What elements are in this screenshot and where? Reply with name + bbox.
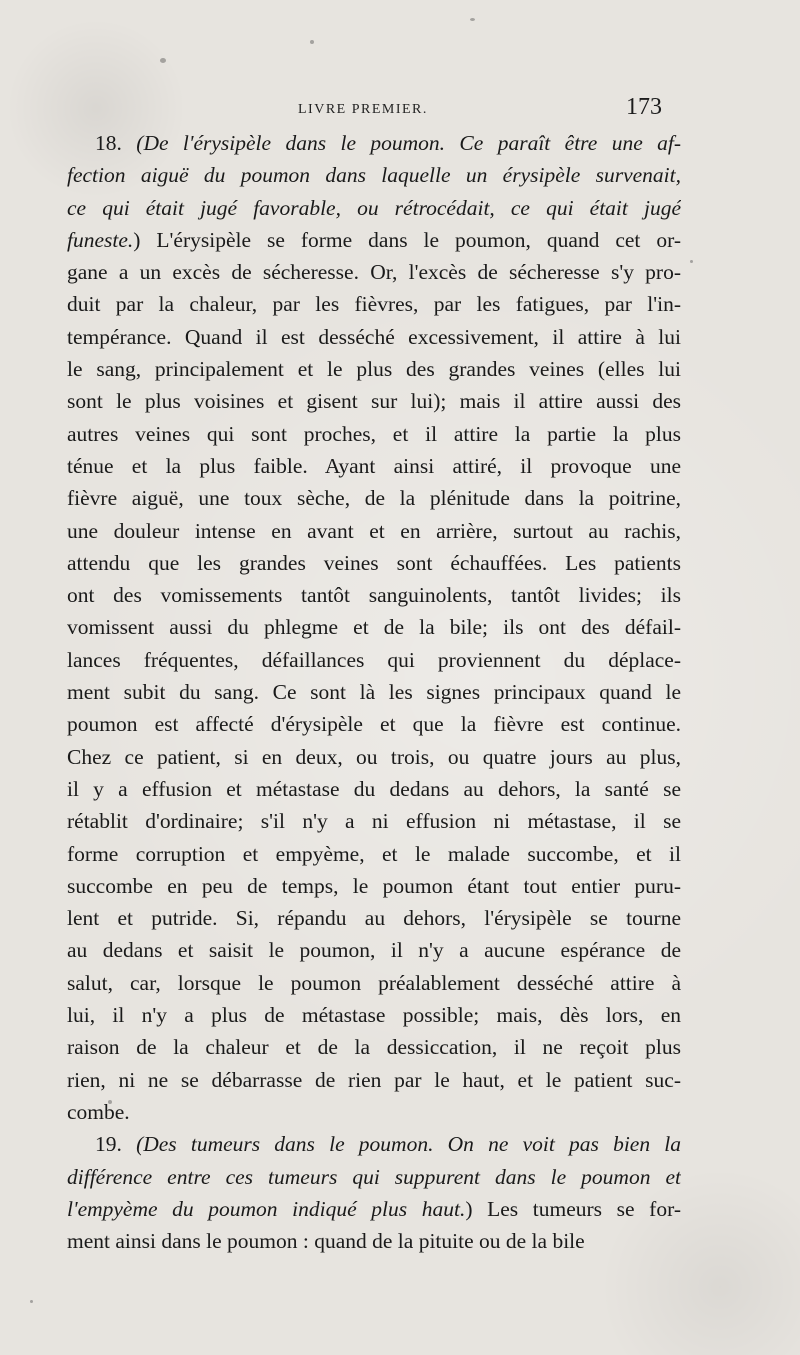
text-line: [67, 127, 681, 159]
text-segment: salut, car, lorsque le poumon préalablement desséché attire à: [67, 970, 681, 995]
text-line: [67, 418, 681, 450]
text-segment: combe.: [67, 1099, 130, 1124]
paper-speck: [310, 40, 314, 44]
page-number: 173: [626, 94, 662, 120]
italic-segment: l'empyème du poumon indiqué plus haut.: [67, 1196, 466, 1221]
text-segment: lent et putride. Si, répandu au dehors, l'érysipèle se tourne: [67, 906, 681, 931]
text-line: [67, 159, 681, 191]
text-segment: gane a un excès de sécheresse. Or, l'excès de sécheresse s'y pro-: [67, 260, 681, 285]
text-line: [67, 515, 681, 547]
text-line: [67, 1161, 681, 1193]
text-segment: 18.: [95, 131, 137, 155]
text-line: [67, 611, 681, 643]
text-segment: ) Les tumeurs se for-: [465, 1196, 681, 1221]
text-line: [67, 1193, 681, 1225]
text-line: [67, 224, 681, 256]
italic-segment: différence entre ces tumeurs qui suppurent dans le poumon et: [67, 1164, 681, 1189]
text-segment: forme corruption et empyème, et le malade succombe, et il: [67, 841, 681, 866]
text-line: [67, 676, 681, 708]
text-segment: tempérance. Quand il est desséché excessivement, il attire à lui: [67, 324, 681, 349]
text-segment: attendu que les grandes veines sont échauffées. Les patients: [67, 550, 681, 575]
text-line: [67, 579, 681, 611]
text-line: [67, 256, 681, 288]
text-line: [67, 1064, 681, 1096]
text-line: [67, 192, 681, 224]
text-segment: rétablit d'ordinaire; s'il n'y a ni effusion ni métastase, il se: [67, 809, 681, 834]
body-text: [67, 127, 681, 1257]
text-segment: fièvre aiguë, une toux sèche, de la plénitude dans la poitrine,: [67, 486, 681, 511]
text-line: [67, 870, 681, 902]
text-line: [67, 708, 681, 740]
text-line: [67, 385, 681, 417]
italic-segment: funeste.: [67, 227, 134, 252]
text-segment: lances fréquentes, défaillances qui proviennent du déplace-: [67, 647, 681, 672]
text-segment: ment ainsi dans le poumon : quand de la pituite ou de la bile: [67, 1229, 585, 1254]
text-line: [67, 353, 681, 385]
text-segment: ment subit du sang. Ce sont là les signes principaux quand le: [67, 680, 681, 705]
italic-segment: fection aiguë du poumon dans laquelle un érysipèle survenait,: [67, 163, 681, 188]
text-line: [67, 547, 681, 579]
text-segment: vomissent aussi du phlegme et de la bile; ils ont des défail-: [67, 615, 681, 640]
text-line: [67, 1096, 681, 1128]
text-line: [67, 1031, 681, 1063]
text-segment: ont des vomissements tantôt sanguinolents, tantôt livides; ils: [67, 583, 681, 608]
page-header: [0, 92, 800, 122]
text-segment: autres veines qui sont proches, et il attire la partie la plus: [67, 421, 681, 446]
text-segment: duit par la chaleur, par les fièvres, par les fatigues, par l'in-: [67, 292, 681, 317]
text-line: [67, 288, 681, 320]
text-segment: une douleur intense en avant et en arrière, surtout au rachis,: [67, 518, 681, 543]
text-line: [67, 644, 681, 676]
paper-speck: [30, 1300, 33, 1303]
text-segment: lui, il n'y a plus de métastase possible; mais, dès lors, en: [67, 1003, 681, 1028]
text-line: [67, 773, 681, 805]
paper-speck: [160, 58, 166, 63]
text-segment: au dedans et saisit le poumon, il n'y a aucune espérance de: [67, 938, 681, 963]
running-title: LIVRE PREMIER.: [298, 102, 428, 117]
text-segment: ténue et la plus faible. Ayant ainsi attiré, il provoque une: [67, 453, 681, 478]
text-line: [67, 999, 681, 1031]
italic-segment: (De l'érysipèle dans le poumon. Ce paraît être une af-: [136, 131, 681, 155]
italic-segment: (Des tumeurs dans le poumon. On ne voit pas bien la: [136, 1132, 681, 1157]
text-segment: succombe en peu de temps, le poumon étant tout entier puru-: [67, 873, 681, 898]
text-segment: poumon est affecté d'érysipèle et que la fièvre est continue.: [67, 712, 681, 737]
text-segment: 19.: [95, 1132, 137, 1157]
text-segment: ) L'érysipèle se forme dans le poumon, quand cet or-: [133, 227, 681, 252]
text-line: [67, 321, 681, 353]
text-line: [67, 1128, 681, 1160]
text-segment: le sang, principalement et le plus des grandes veines (elles lui: [67, 357, 681, 382]
text-line: [67, 805, 681, 837]
text-segment: il y a effusion et métastase du dedans au dehors, la santé se: [67, 776, 681, 801]
paper-speck: [690, 260, 693, 263]
text-line: [67, 934, 681, 966]
paper-speck: [470, 18, 475, 21]
text-line: [67, 902, 681, 934]
text-line: [67, 838, 681, 870]
italic-segment: ce qui était jugé favorable, ou rétrocédait, ce qui était jugé: [67, 195, 681, 220]
text-line: [67, 482, 681, 514]
text-line: [67, 450, 681, 482]
text-line: [67, 741, 681, 773]
text-segment: rien, ni ne se débarrasse de rien par le haut, et le patient suc-: [67, 1067, 681, 1092]
text-segment: Chez ce patient, si en deux, ou trois, ou quatre jours au plus,: [67, 744, 681, 769]
text-segment: raison de la chaleur et de la dessiccation, il ne reçoit plus: [67, 1035, 681, 1060]
text-segment: sont le plus voisines et gisent sur lui); mais il attire aussi des: [67, 389, 681, 414]
text-line: [67, 967, 681, 999]
text-line: [67, 1225, 681, 1257]
